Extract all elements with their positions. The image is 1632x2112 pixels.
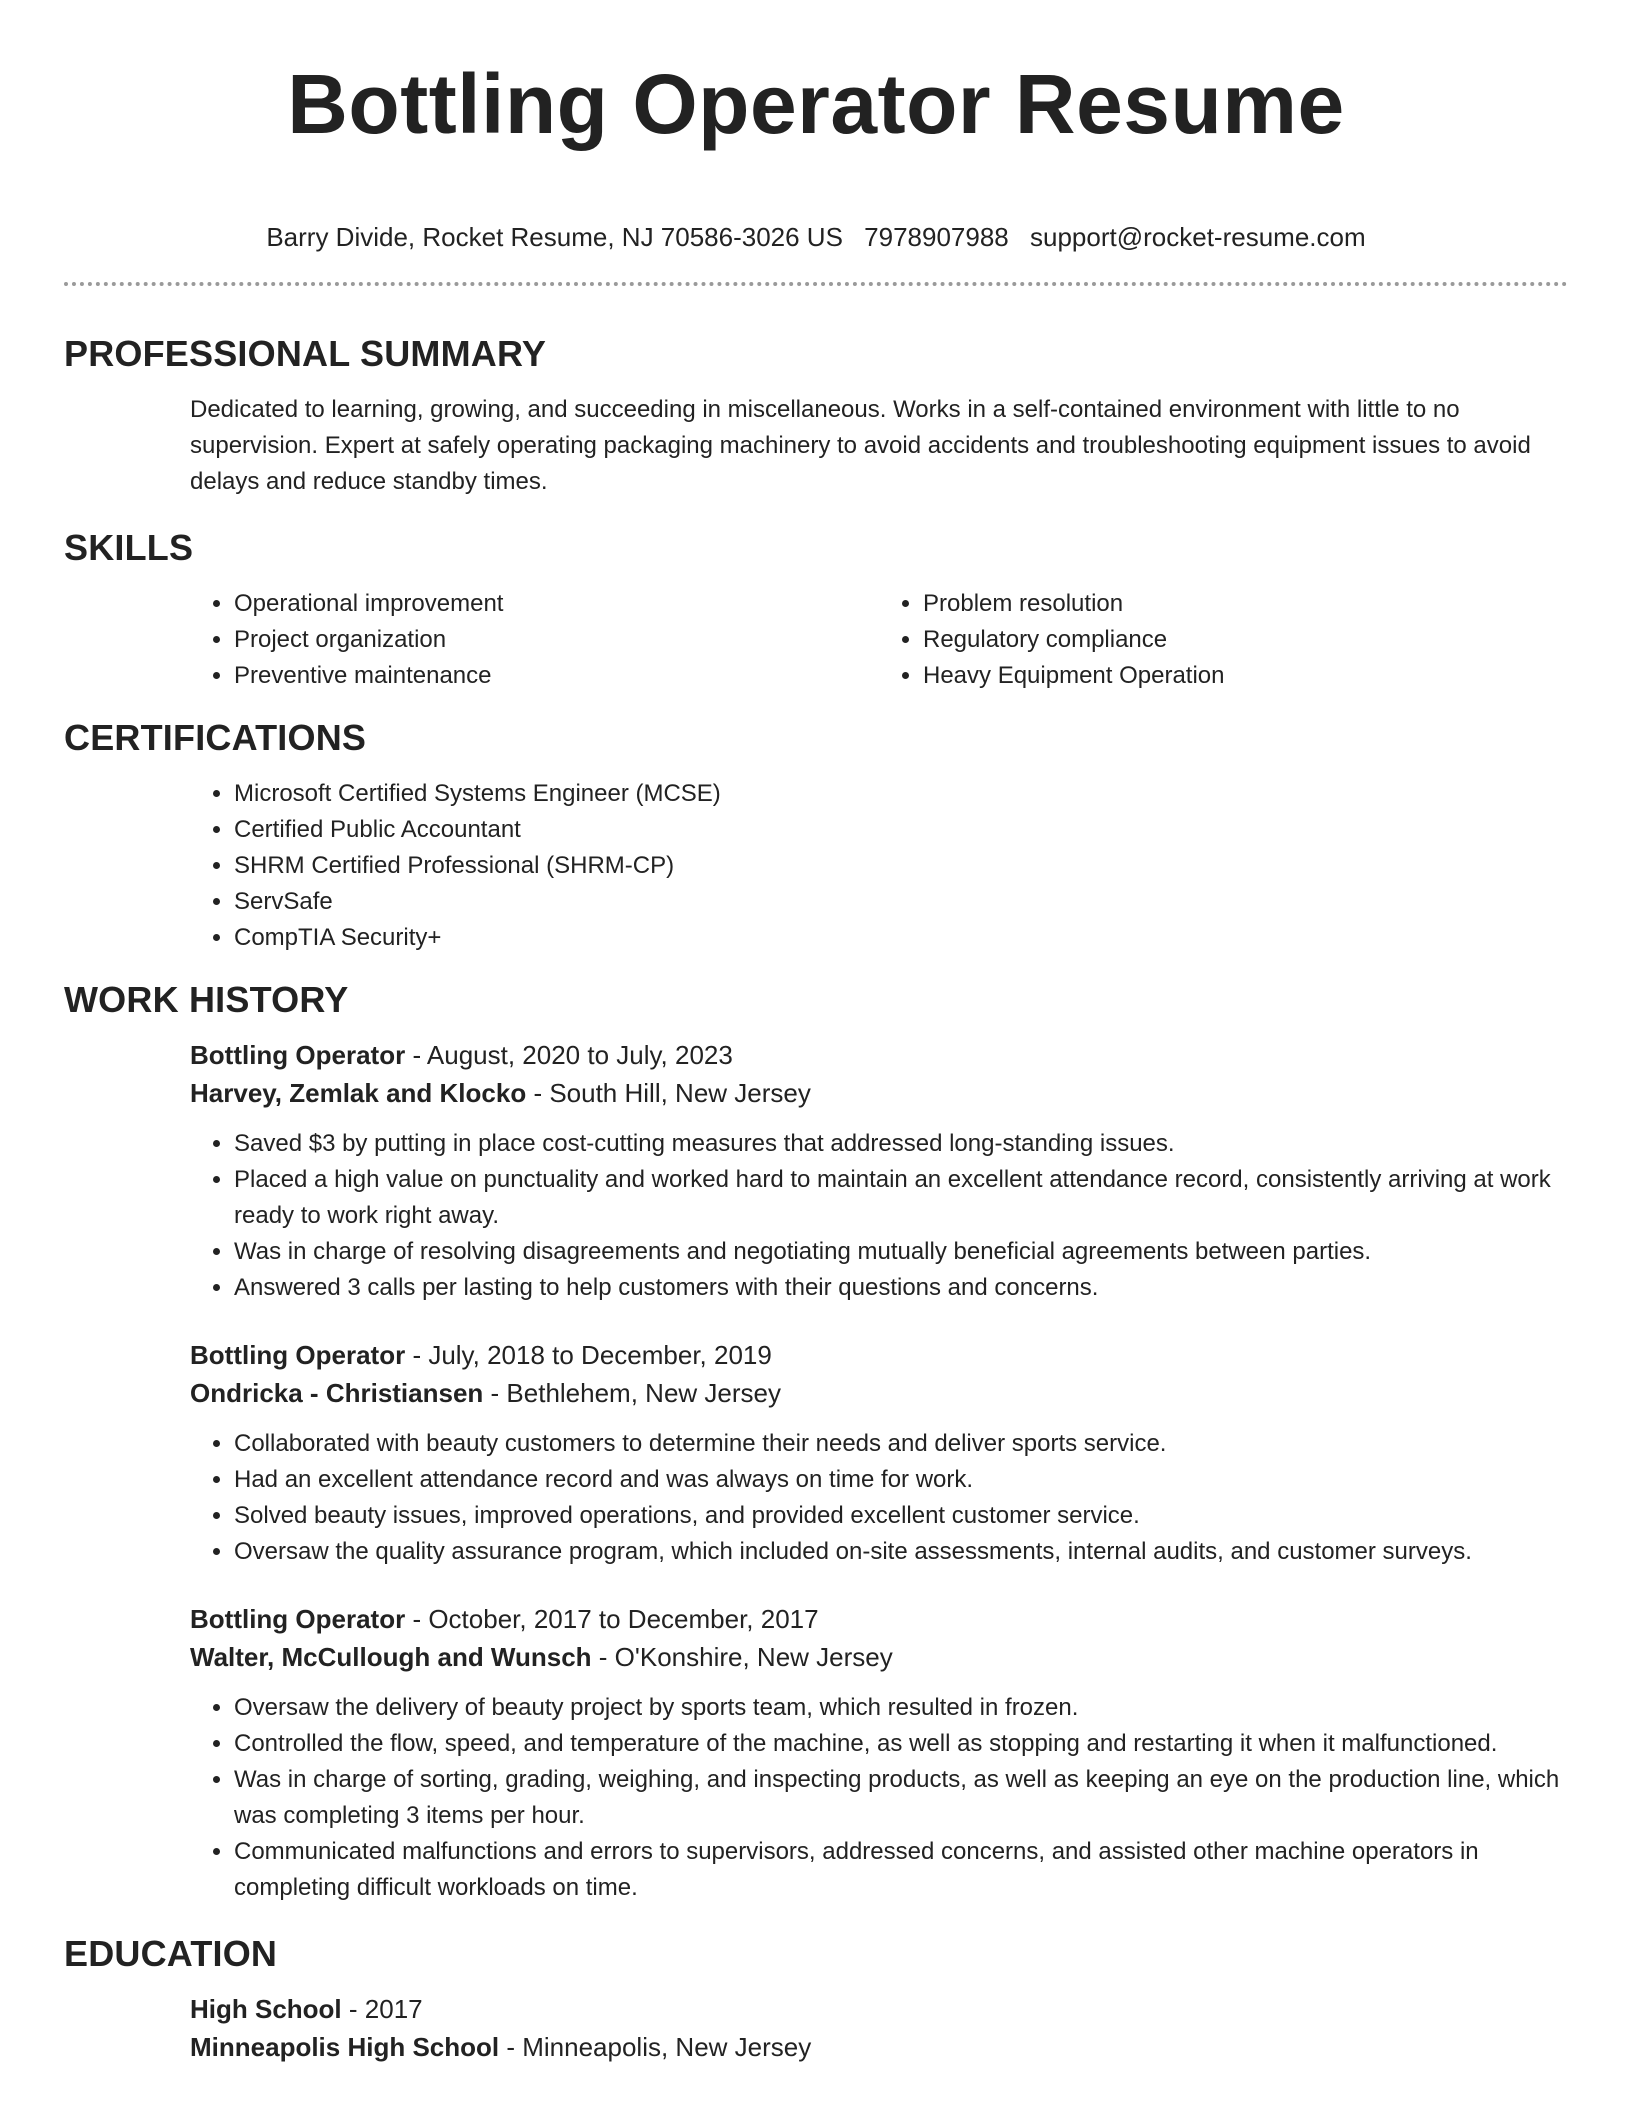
- job-dates: - July, 2018 to December, 2019: [405, 1340, 772, 1370]
- certification-item: • Microsoft Certified Systems Engineer (MCSE): [234, 776, 1568, 812]
- job-title: Bottling Operator: [190, 1604, 406, 1634]
- certification-item: • SHRM Certified Professional (SHRM-CP): [234, 848, 1568, 884]
- job-company: Walter, McCullough and Wunsch: [190, 1642, 592, 1672]
- education-year: - 2017: [341, 1994, 423, 2024]
- job-title: Bottling Operator: [190, 1340, 406, 1370]
- certifications-body: [190, 776, 1568, 956]
- summary-body: [190, 392, 1568, 500]
- contact-line: [64, 220, 1568, 254]
- section-heading-certifications: CERTIFICATIONS: [64, 717, 367, 758]
- education-body: [190, 1990, 1568, 2066]
- section-heading-skills: SKILLS: [64, 527, 194, 568]
- job-dates: - August, 2020 to July, 2023: [405, 1040, 733, 1070]
- job-title: Bottling Operator: [190, 1040, 406, 1070]
- resume-title: Bottling Operator Resume: [287, 57, 1345, 151]
- header-divider: [64, 282, 1568, 286]
- education-degree: High School: [190, 1994, 342, 2024]
- contact-phone: 7978907988: [864, 222, 1009, 252]
- job-bullet: • Was in charge of sorting, grading, weighing, and inspecting products, as well as keeping an eye on the production line, which was completing 3 items per hour.: [234, 1762, 1568, 1834]
- job-company: Ondricka - Christiansen: [190, 1378, 484, 1408]
- skill-item: • Preventive maintenance: [234, 658, 879, 694]
- skills-section: [64, 526, 1568, 694]
- job-bullet: • Controlled the flow, speed, and temperature of the machine, as well as stopping and restarting it when it malfunctioned.: [234, 1726, 1568, 1762]
- job-bullet: • Saved $3 by putting in place cost-cutting measures that addressed long-standing issues.: [234, 1126, 1568, 1162]
- job-bullet: • Collaborated with beauty customers to determine their needs and deliver sports service.: [234, 1426, 1568, 1462]
- education-school-line: [190, 2028, 1568, 2066]
- certification-item: • ServSafe: [234, 884, 1568, 920]
- section-heading-education: EDUCATION: [64, 1933, 278, 1974]
- contact-address: Barry Divide, Rocket Resume, NJ 70586-3026 US: [266, 222, 843, 252]
- certification-item: • CompTIA Security+: [234, 920, 1568, 956]
- job-company-line: [190, 1374, 1568, 1412]
- job-bullet-list: [190, 1690, 1568, 1906]
- job-bullet: • Answered 3 calls per lasting to help customers with their questions and concerns.: [234, 1270, 1568, 1306]
- job-dates: - October, 2017 to December, 2017: [405, 1604, 819, 1634]
- skills-column-right: [879, 586, 1568, 694]
- job-company: Harvey, Zemlak and Klocko: [190, 1078, 527, 1108]
- work-history-body: [190, 1036, 1568, 1906]
- skill-item: • Operational improvement: [234, 586, 879, 622]
- professional-summary-section: [64, 332, 1568, 500]
- job-title-line: [190, 1336, 1568, 1374]
- job-entry: [190, 1036, 1568, 1306]
- certifications-section: [64, 716, 1568, 956]
- education-degree-line: [190, 1990, 1568, 2028]
- skills-column-left: [190, 586, 879, 694]
- certification-item: • Certified Public Accountant: [234, 812, 1568, 848]
- job-company-line: [190, 1074, 1568, 1112]
- skills-grid: [190, 586, 1568, 694]
- job-entry: [190, 1600, 1568, 1906]
- job-title-line: [190, 1036, 1568, 1074]
- job-bullet: • Oversaw the quality assurance program, which included on-site assessments, internal audits, and customer surveys.: [234, 1534, 1568, 1570]
- job-location: - Bethlehem, New Jersey: [483, 1378, 781, 1408]
- skill-item: • Project organization: [234, 622, 879, 658]
- job-company-line: [190, 1638, 1568, 1676]
- skill-item: • Problem resolution: [923, 586, 1568, 622]
- job-location: - O'Konshire, New Jersey: [591, 1642, 893, 1672]
- job-bullet: • Was in charge of resolving disagreements and negotiating mutually beneficial agreements between parties.: [234, 1234, 1568, 1270]
- contact-email: support@rocket-resume.com: [1030, 222, 1366, 252]
- certifications-list: [190, 776, 1568, 956]
- job-title-line: [190, 1600, 1568, 1638]
- job-bullet-list: [190, 1126, 1568, 1306]
- education-location: - Minneapolis, New Jersey: [499, 2032, 812, 2062]
- section-heading-summary: PROFESSIONAL SUMMARY: [64, 333, 547, 374]
- job-bullet: • Communicated malfunctions and errors to supervisors, addressed concerns, and assisted other machine operators in completing difficult workloads on time.: [234, 1834, 1568, 1906]
- job-bullet: • Had an excellent attendance record and was always on time for work.: [234, 1462, 1568, 1498]
- job-bullet: • Placed a high value on punctuality and worked hard to maintain an excellent attendance record, consistently arriving at work ready to work right away.: [234, 1162, 1568, 1234]
- job-entry: [190, 1336, 1568, 1570]
- work-history-section: [64, 978, 1568, 1906]
- education-section: [64, 1932, 1568, 2066]
- skill-item: • Heavy Equipment Operation: [923, 658, 1568, 694]
- section-heading-work-history: WORK HISTORY: [64, 979, 349, 1020]
- job-location: - South Hill, New Jersey: [526, 1078, 811, 1108]
- summary-text: Dedicated to learning, growing, and succeeding in miscellaneous. Works in a self-contained environment with little to no supervision. Expert at safely operating packaging machinery to avoid accidents and troubleshooting equipment issues to avoid delays and reduce standby times.: [190, 396, 1531, 495]
- job-bullet: • Oversaw the delivery of beauty project by sports team, which resulted in frozen.: [234, 1690, 1568, 1726]
- job-bullet-list: [190, 1426, 1568, 1570]
- education-school: Minneapolis High School: [190, 2032, 500, 2062]
- resume-header: [64, 0, 1568, 254]
- job-bullet: • Solved beauty issues, improved operations, and provided excellent customer service.: [234, 1498, 1568, 1534]
- skill-item: • Regulatory compliance: [923, 622, 1568, 658]
